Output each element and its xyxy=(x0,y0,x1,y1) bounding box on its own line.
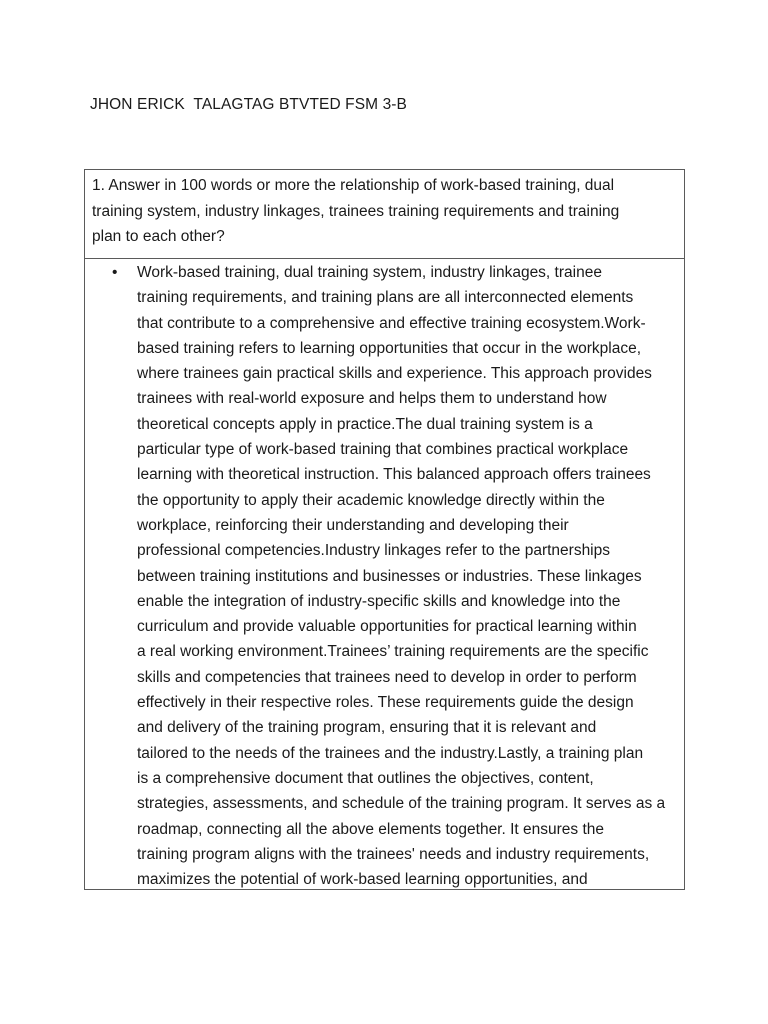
answer-line: the opportunity to apply their academic knowledge directly within the xyxy=(137,491,605,509)
answer-line: roadmap, connecting all the above elements together. It ensures the xyxy=(137,820,605,838)
answer-line: strategies, assessments, and schedule of the training program. It serves as a xyxy=(137,795,666,813)
answer-line: a real working environment.Trainees’ training requirements are the specific xyxy=(137,643,649,661)
answer-line: and delivery of the training program, ensuring that it is relevant and xyxy=(137,719,597,737)
question-line: 1. Answer in 100 words or more the relationship of work-based training, dual xyxy=(92,177,615,194)
answer-line: workplace, reinforcing their understanding and developing their xyxy=(137,516,569,534)
answer-line: that contribute to a comprehensive and effective training ecosystem.Work- xyxy=(137,314,646,332)
answer-line: where trainees gain practical skills and experience. This approach provides xyxy=(137,365,652,383)
answer-cell xyxy=(85,259,684,890)
answer-line: particular type of work-based training that combines practical workplace xyxy=(137,441,629,459)
answer-line: trainees with real-world exposure and helps them to understand how xyxy=(137,390,607,408)
answer-line: theoretical concepts apply in practice.The dual training system is a xyxy=(137,415,593,433)
answer-line: enable the integration of industry-specific skills and knowledge into the xyxy=(137,592,621,610)
question-line: training system, industry linkages, trainees training requirements and training xyxy=(92,202,620,220)
qa-table xyxy=(84,169,685,890)
student-name-header: JHON ERICK TALAGTAG BTVTED FSM 3-B xyxy=(90,96,407,113)
answer-line: Work-based training, dual training system, industry linkages, trainee xyxy=(137,264,602,281)
answer-line: training program aligns with the trainees' needs and industry requirements, xyxy=(137,845,650,863)
bullet-point: • xyxy=(112,264,118,281)
answer-line: based training refers to learning opportunities that occur in the workplace, xyxy=(137,339,642,357)
answer-line: skills and competencies that trainees need to develop in order to perform xyxy=(137,668,637,686)
answer-line: curriculum and provide valuable opportunities for practical learning within xyxy=(137,618,637,636)
answer-line: effectively in their respective roles. These requirements guide the design xyxy=(137,694,634,712)
question-cell xyxy=(85,170,684,259)
answer-line: between training institutions and businesses or industries. These linkages xyxy=(137,567,642,585)
answer-line: training requirements, and training plans are all interconnected elements xyxy=(137,289,634,307)
question-line: plan to each other? xyxy=(92,228,225,245)
answer-line: tailored to the needs of the trainees and the industry.Lastly, a training plan xyxy=(137,744,644,762)
answer-line: maximizes the potential of work-based learning opportunities, and xyxy=(137,871,588,889)
answer-line: professional competencies.Industry linkages refer to the partnerships xyxy=(137,542,610,560)
answer-line: learning with theoretical instruction. This balanced approach offers trainees xyxy=(137,466,651,484)
answer-line: is a comprehensive document that outlines the objectives, content, xyxy=(137,769,594,787)
